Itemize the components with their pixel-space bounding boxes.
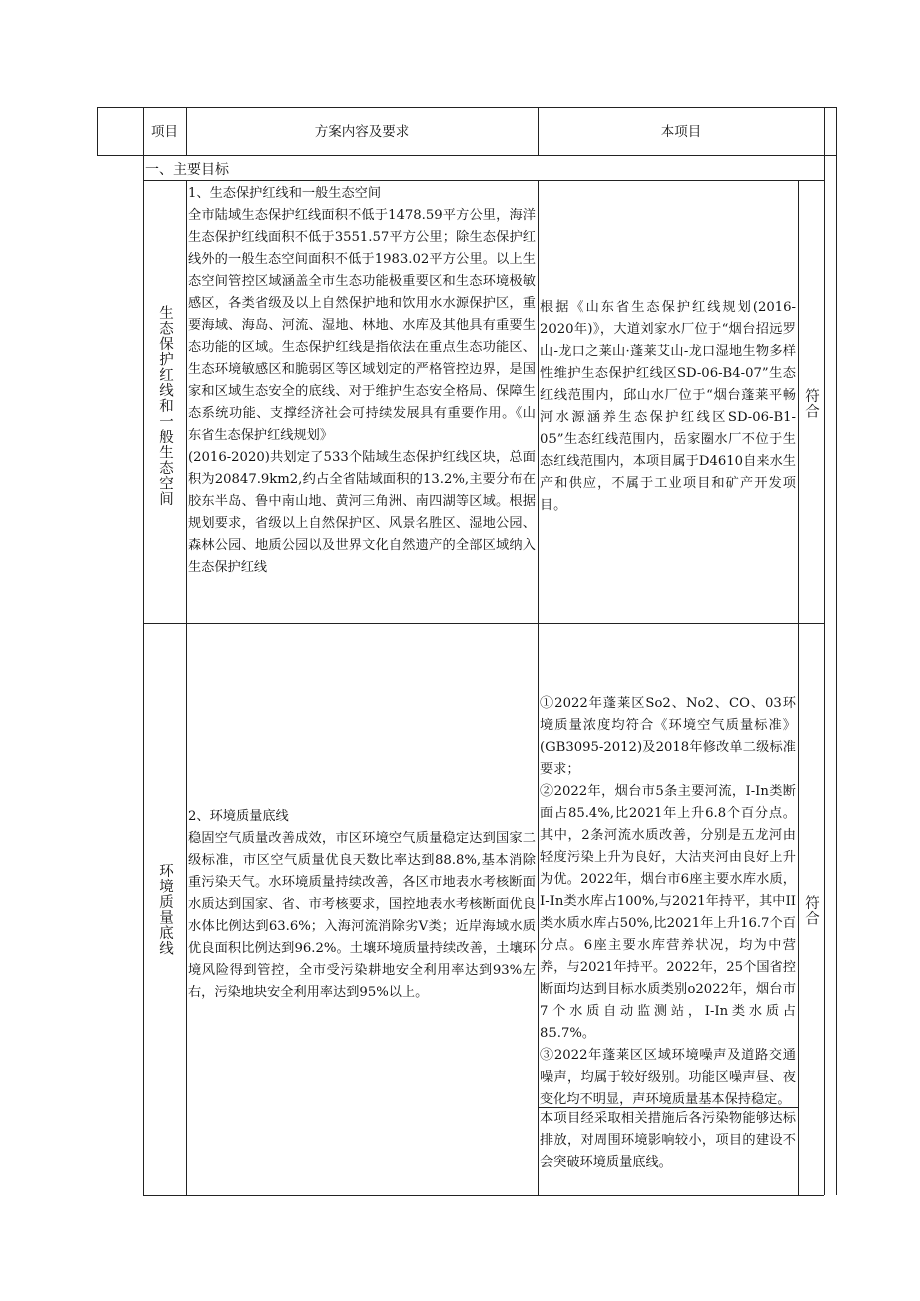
row2-project-conclusion: 本项目经采取相关措施后各污染物能够达标排放，对周围环境影响较小，项目的建设不会突破环境质量底线。	[540, 1111, 796, 1170]
row1-project: 根据《山东省生态保护红线规划(2016-2020年)》，大道刘家水厂位于“烟台招远罗山-龙口之莱山·蓬莱艾山-龙口湿地生物多样性维护生态保护红线区SD-06-B4-07”生态红线范围内，邱山水厂位于“烟台蓬莱平畅河水源涵养生态保护红线区SD-06-B1-05”生态红线范围内，岳家圈水厂不位于生态红线范围内，本项目属于D4610自来水生产和供应，不属于工业项目和矿产开发项目。	[540, 300, 796, 513]
row1-requirements: 1、生态保护红线和一般生态空间 全市陆域生态保护红线面积不低于1478.59平方公里，海洋生态保护红线面积不低于3551.57平方公里；除生态保护红线外的一般生态空间面积不低于1983.02平方公里。以上生态空间管控区域涵盖全市生态功能极重要区和生态环境极敏感区，各类省级及以上自然保护地和饮用水水源保护区，重要海域、海岛、河流、湿地、林地、水库及其他具有重要生态功能的区域。生态保护红线是指依法在重点生态功能区、生态环境敏感区和脆弱区等区域划定的严格管控边界，是国家和区域生态安全的底线、对于维护生态安全格局、保障生态系统功能、支撑经济社会可持续发展具有重要作用。《山东省生态保护红线规划》 (2016-2020)共划定了533个陆域生态保护红线区块，总面积为20847.9km2,约占全省陆域面积的13.2%,主要分布在胶东半岛、鲁中南山地、黄河三角洲、南四湖等区域。根据规划要求，省级以上自然保护区、风景名胜区、湿地公园、森林公园、地质公园以及世界文化自然遗产的全部区域纳入生态保护红线	[188, 186, 536, 575]
item-col-left-border	[143, 107, 144, 1195]
row2-bottom-border	[143, 1195, 824, 1196]
section-title: 一、主要目标	[145, 162, 229, 178]
proj-col-left-border-body	[538, 180, 539, 1195]
header-project: 本项目	[660, 124, 702, 140]
right-inner-border	[824, 107, 825, 1195]
row2-conform: 符合	[803, 895, 819, 926]
header-item: 项目	[151, 124, 178, 140]
row1-bottom-border	[143, 623, 824, 624]
row2-project: ①2022年蓬莱区So2、No2、CO、03环境质量浓度均符合《环境空气质量标准》(GB3095-2012)及2018年修改单二级标准要求； ②2022年，烟台市5条主要河流，I-In类断面占85.4%,比2021年上升6.8个百分点。其中，2条河流水质改善，分别是五龙河由轻度污染上升为良好，大沽夹河由良好上升为优。2022年，烟台市6座主要水库水质，I-In类水库占100%,与2021年持平，其中II类水质水库占50%,比2021年上升16.7个百分点。6座主要水库营养状况，均为中营养，与2021年持平。2022年，25个国省控断面均达到目标水质类别o2022年，烟台市7个水质自动监测站，I-In类水质占85.7%。 ③2022年蓬莱区区域环境噪声及道路交通噪声，均属于较好级别。功能区噪声昼、夜变化均不明显，声环境质量基本保持稳定。	[540, 696, 796, 1107]
outer-right-border	[836, 107, 837, 1195]
row2-item-label: 环境质量底线	[157, 863, 173, 956]
conform-col-left-border	[798, 180, 799, 1195]
table-border-top	[97, 107, 837, 108]
row1-conform: 符合	[803, 388, 819, 419]
req-col-left-border-body	[186, 180, 187, 1195]
outer-left-border	[97, 107, 98, 155]
row1-item-label: 生态保护红线和一般生态空间	[157, 305, 173, 507]
header-requirements: 方案内容及要求	[314, 124, 410, 140]
header-bottom-border	[97, 155, 837, 156]
row2-requirements: 2、环境质量底线 稳固空气质量改善成效，市区环境空气质量稳定达到国家二级标准，市区空气质量优良天数比率达到88.8%,基本消除重污染天气。水环境质量持续改善，各区市地表水考核断面水质达到国家、省、市考核要求，国控地表水考核断面优良水体比例达到63.6%；入海河流消除劣V类；近岸海域水质优良面积比例达到96.2%。土壤环境质量持续改善，土壤环境风险得到管控，全市受污染耕地安全利用率达到93%左右，污染地块安全利用率达到95%以上。	[188, 809, 536, 1000]
